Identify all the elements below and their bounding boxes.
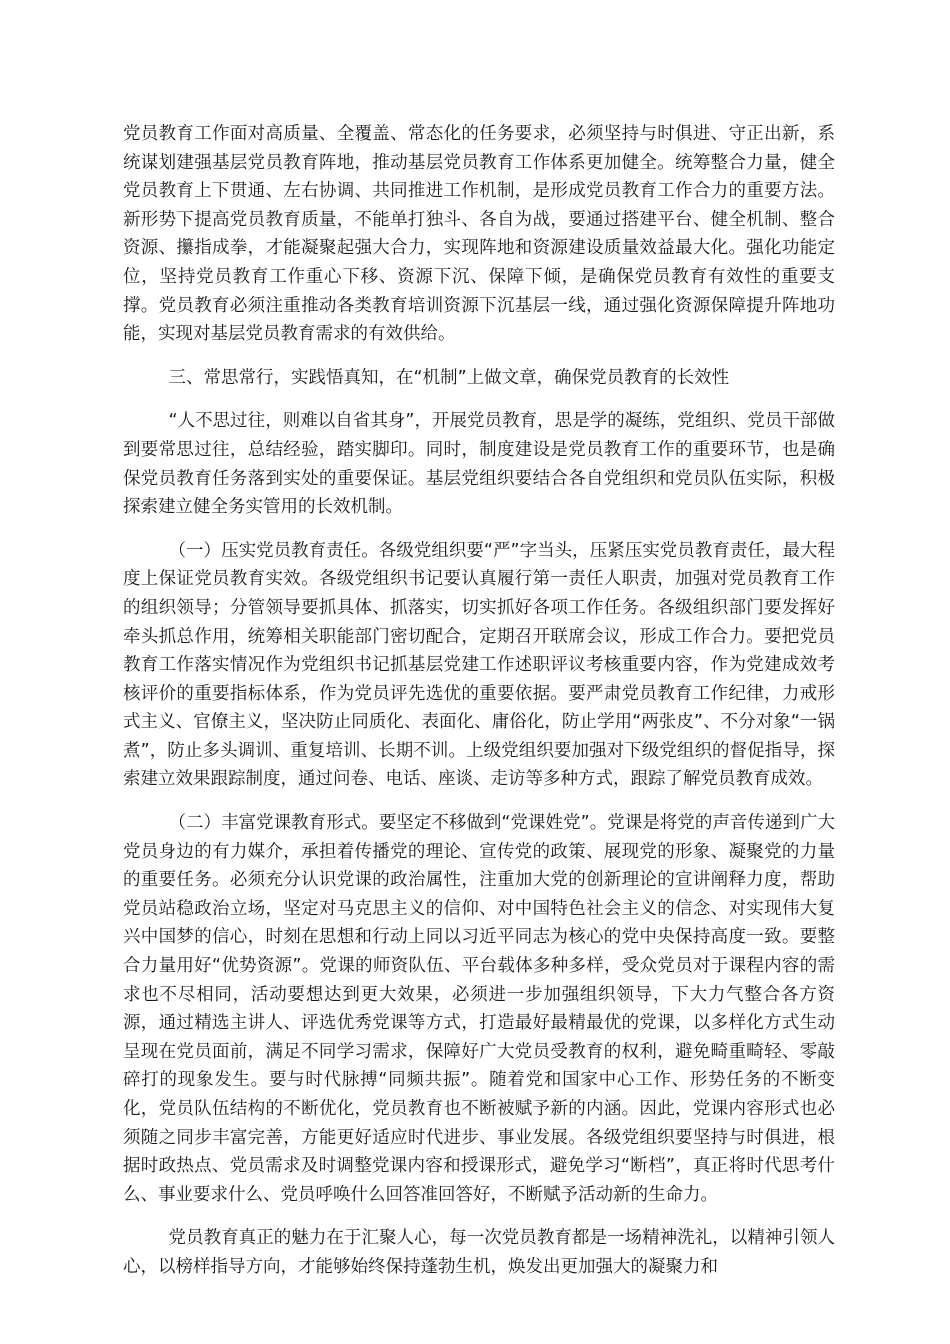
section-heading-3: 三、常思常行，实践悟真知，在“机制”上做文章，确保党员教育的长效性	[168, 367, 730, 388]
paragraph-section-3-intro: “人不思过往，则难以自省其身”，开展党员教育，思是学的凝练，党组织、党员干部做到要常思过往，总结经验，踏实脚印。同时，制度建设是党员教育工作的重要环节，也是确保党员教育任务落到实处的重要保证。基层党组织要结合各自党组织和党员队伍实际，积极探索建立健全务实管用的长效机制。	[123, 411, 835, 518]
paragraph-conclusion: 党员教育真正的魅力在于汇聚人心，每一次党员教育都是一场精神洗礼，以精神引领人心，以榜样指导方向，才能够始终保持蓬勃生机，焕发出更加强大的凝聚力和	[123, 1228, 835, 1277]
paragraph-intro: 党员教育工作面对高质量、全覆盖、常态化的任务要求，必须坚持与时俱进、守正出新，系统谋划建强基层党员教育阵地，推动基层党员教育工作体系更加健全。统筹整合力量，健全党员教育上下贯通、左右协调、共同推进工作机制，是形成党员教育工作合力的重要方法。新形势下提高党员教育质量，不能单打独斗、各自为战，要通过搭建平台、健全机制、整合资源、攥指成拳，才能凝聚起强大合力，实现阵地和资源建设质量效益最大化。强化功能定位，坚持党员教育工作重心下移、资源下沉、保障下倾，是确保党员教育有效性的重要支撑。党员教育必须注重推动各类教育培训资源下沉基层一线，通过强化资源保障提升阵地功能，实现对基层党员教育需求的有效供给。	[123, 124, 835, 345]
document-body	[123, 120, 835, 1297]
paragraph-party-lessons: （二）丰富党课教育形式。要坚定不移做到“党课姓党”。党课是将党的声音传递到广大党员身边的有力媒介，承担着传播党的理论、宣传党的政策、展现党的形象、凝聚党的力量的重要任务。必须充分认识党课的政治属性，注重加大党的创新理论的宣讲阐释力度，帮助党员站稳政治立场，坚定对马克思主义的信仰、对中国特色社会主义的信念、对实现伟大复兴中国梦的信心，时刻在思想和行动上同以习近平同志为核心的党中央保持高度一致。要整合力量用好“优势资源”。党课的师资队伍、平台载体多种多样，受众党员对于课程内容的需求也不尽相同，活动要想达到更大效果，必须进一步加强组织领导，下大力气整合各方资源，通过精选主讲人、评选优秀党课等方式，打造最好最精最优的党课，以多样化方式生动呈现在党员面前，满足不同学习需求，保障好广大党员受教育的权利，避免畸重畸轻、零敲碎打的现象发生。要与时代脉搏“同频共振”。随着党和国家中心工作、形势任务的不断变化，党员队伍结构的不断优化，党员教育也不断被赋予新的内涵。因此，党课内容形式也必须随之同步丰富完善，方能更好适应时代进步、事业发展。各级党组织要坚持与时俱进，根据时政热点、党员需求及时调整党课内容和授课形式，避免学习“断档”，真正将时代思考什么、事业要求什么、党员呼唤什么回答准回答好，不断赋予活动新的生命力。	[123, 813, 835, 1205]
paragraph-responsibility: （一）压实党员教育责任。各级党组织要“严”字当头，压紧压实党员教育责任，最大程度上保证党员教育实效。各级党组织书记要认真履行第一责任人职责，加强对党员教育工作的组织领导；分管领导要抓具体、抓落实，切实抓好各项工作任务。各级组织部门要发挥好牵头抓总作用，统筹相关职能部门密切配合，定期召开联席会议，形成工作合力。要把党员教育工作落实情况作为党组织书记抓基层党建工作述职评议考核重要内容，作为党建成效考核评价的重要指标体系，作为党员评先选优的重要依据。要严肃党员教育工作纪律，力戒形式主义、官僚主义，坚决防止同质化、表面化、庸俗化，防止学用“两张皮”、不分对象“一锅煮”，防止多头调训、重复培训、长期不训。上级党组织要加强对下级党组织的督促指导，探索建立效果跟踪制度，通过问卷、电话、座谈、走访等多种方式，跟踪了解党员教育成效。	[123, 540, 835, 790]
